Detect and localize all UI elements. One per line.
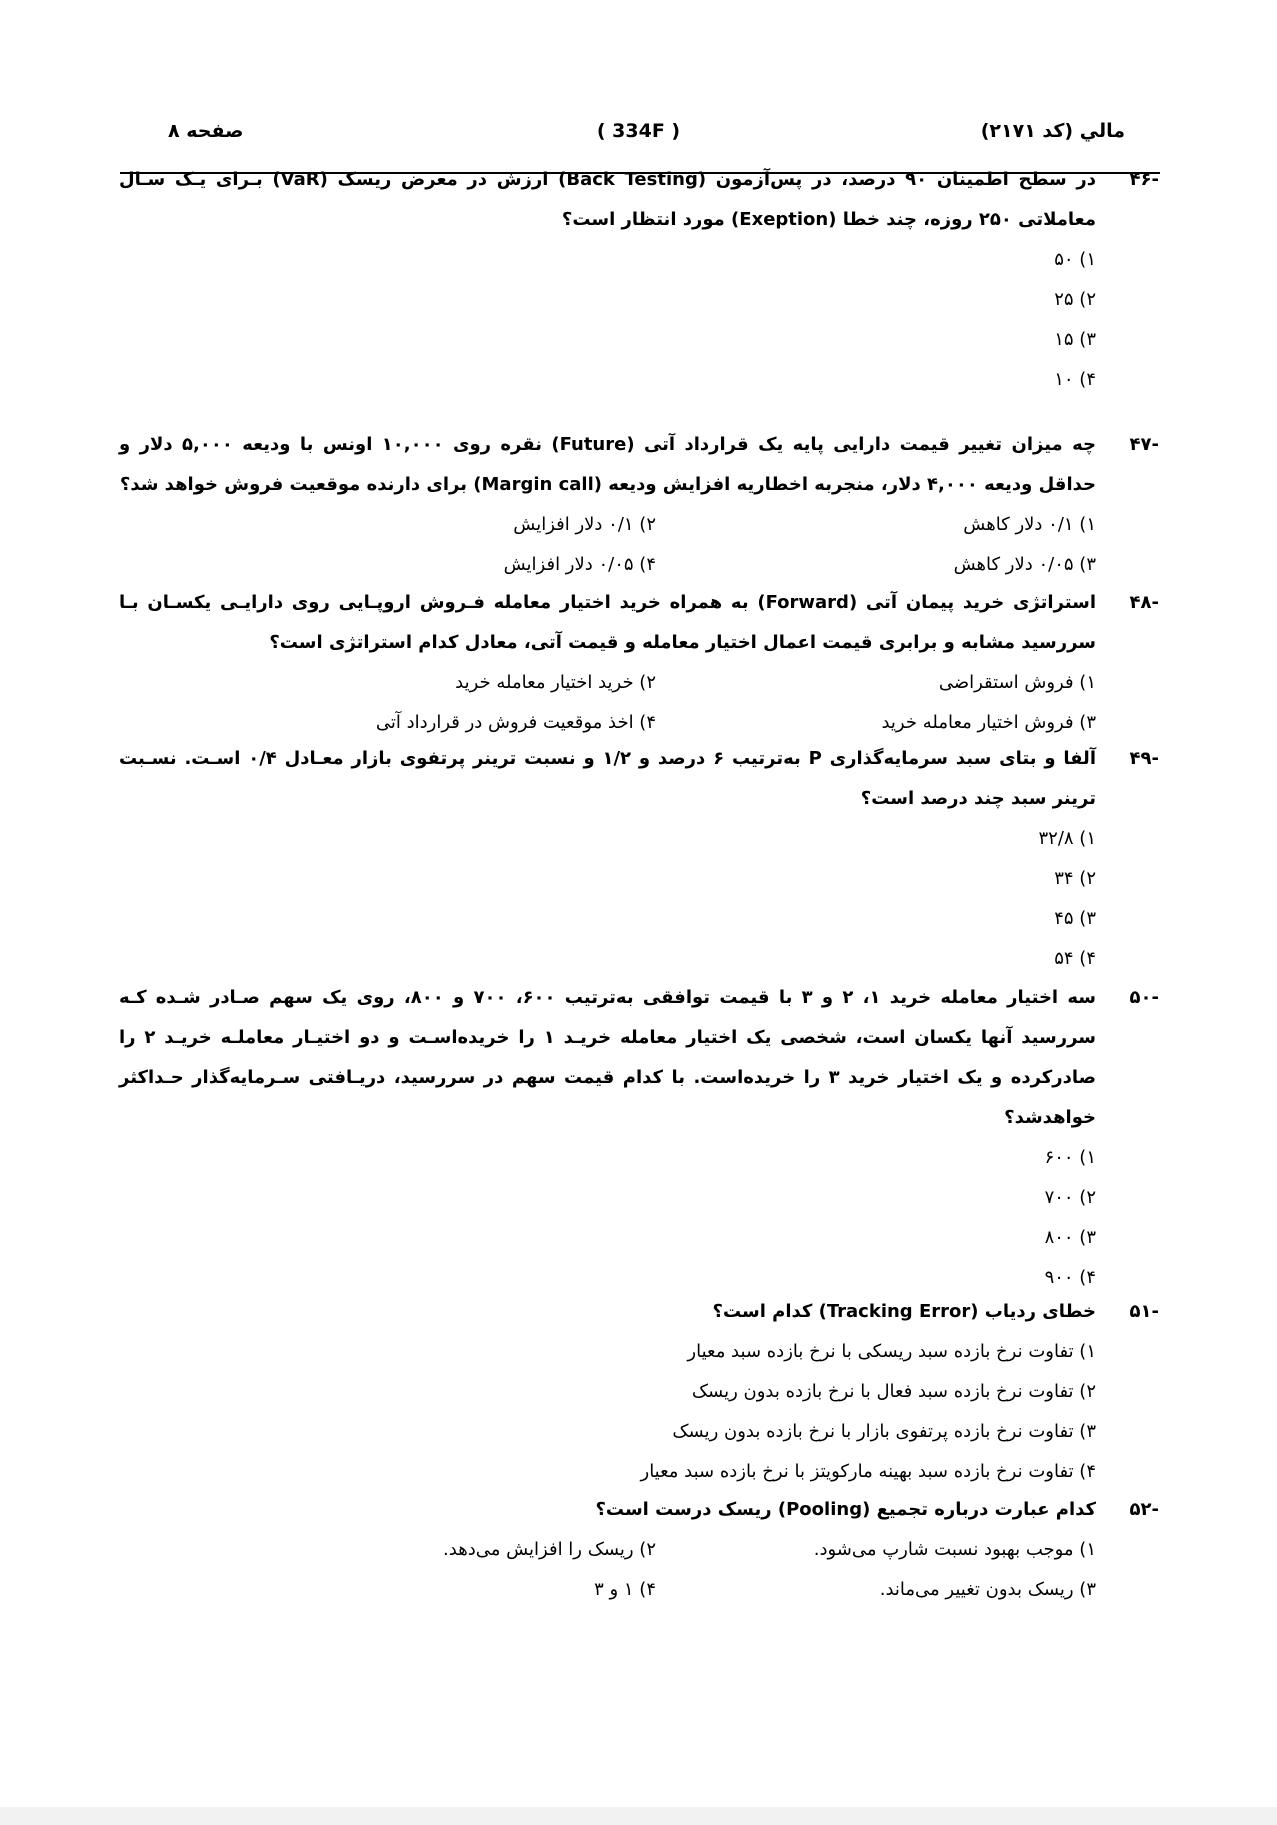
- header-booklet-code: ( 334F ): [596, 120, 681, 142]
- option-4[interactable]: ۴) ۱۰: [1054, 369, 1096, 390]
- option-3[interactable]: ۳) فروش اختیار معامله خرید: [881, 712, 1096, 733]
- question-number: -۵۱: [1129, 1301, 1159, 1322]
- question-number: -۴۸: [1129, 592, 1159, 613]
- options-list: [119, 240, 1096, 400]
- header-course: مالي (كد ۲۱۷۱): [980, 120, 1125, 142]
- option-3[interactable]: ۳) تفاوت نرخ بازده پرتفوی بازار با نرخ بازده بدون ریسک: [672, 1421, 1096, 1442]
- question-number: -۵۰: [1129, 987, 1159, 1008]
- option-4[interactable]: ۴) ۰/۰۵ دلار افزایش: [503, 554, 656, 575]
- question-number: -۴۶: [1129, 169, 1159, 190]
- option-3[interactable]: ۳) ۰/۰۵ دلار کاهش: [953, 554, 1096, 575]
- options-grid: [119, 505, 1096, 585]
- option-2[interactable]: ۲) ۰/۱ دلار افزایش: [513, 514, 656, 535]
- option-1[interactable]: ۱) ۵۰: [1054, 249, 1096, 270]
- question-stem: سه اختیار معامله خرید ۱، ۲ و ۳ با قیمت توافقی به‌ترتیب ۶۰۰، ۷۰۰ و ۸۰۰، روی یک سهم صـادر شـده کـه سررسید آنها یکسان است، شخصی یک اختیار معامله خریـد ۱ را خریده‌اسـت و دو اختیـار معاملـه خریـد ۲ را صادرکرده و یک اختیار خرید ۳ را خریده‌است. با کدام قیمت سهم در سررسید، دریـافتی سـرمایه‌گذار حـداکثر خواهدشد؟: [119, 987, 1096, 1128]
- question-stem: خطای ردیاب (Tracking Error) کدام است؟: [712, 1301, 1096, 1322]
- page-header: [120, 120, 1157, 160]
- option-1[interactable]: ۱) تفاوت نرخ بازده سبد ریسکی با نرخ بازده سبد معیار: [687, 1341, 1096, 1362]
- question-number: -۴۷: [1129, 434, 1159, 455]
- question-49: [119, 739, 1159, 979]
- option-3[interactable]: ۳) ۱۵: [1054, 329, 1096, 350]
- question-stem: چه میزان تغییر قیمت دارایی پایه یک قرارداد آتی (Future) نقره روی ۱۰,۰۰۰ اونس با ودیعه ۵,۰۰۰ دلار و حداقل ودیعه ۴,۰۰۰ دلار، منجربه اخطاریه افزایش ودیعه (Margin call) برای دارنده موقعیت فروش خواهد شد؟: [119, 434, 1096, 495]
- question-stem: آلفا و بتای سبد سرمایه‌گذاری P به‌ترتیب ۶ درصد و ۱/۲ و نسبت ترینر پرتفوی بازار معـادل ۰/۴ اسـت. نسـبت ترینر سبد چند درصد است؟: [119, 748, 1096, 809]
- question-50: [119, 978, 1159, 1298]
- bottom-scan-margin: [0, 1807, 1277, 1825]
- option-2[interactable]: ۲) ۲۵: [1054, 289, 1096, 310]
- option-4[interactable]: ۴) ۹۰۰: [1044, 1267, 1096, 1288]
- option-2[interactable]: ۲) تفاوت نرخ بازده سبد فعال با نرخ بازده بدون ریسک: [691, 1381, 1096, 1402]
- header-page-number: صفحه ۸: [168, 120, 244, 142]
- option-4[interactable]: ۴) ۵۴: [1054, 948, 1096, 969]
- options-list: [119, 1332, 1096, 1492]
- option-1[interactable]: ۱) موجب بهبود نسبت شارپ می‌شود.: [813, 1539, 1096, 1560]
- options-list: [119, 819, 1096, 979]
- option-2[interactable]: ۲) ۷۰۰: [1044, 1187, 1096, 1208]
- option-4[interactable]: ۴) اخذ موقعیت فروش در قرارداد آتی: [375, 712, 656, 733]
- options-grid: [119, 663, 1096, 743]
- options-grid: [119, 1530, 1096, 1610]
- question-46: [119, 160, 1159, 400]
- question-48: [119, 583, 1159, 743]
- option-3[interactable]: ۳) ۴۵: [1054, 908, 1096, 929]
- option-3[interactable]: ۳) ریسک بدون تغییر می‌ماند.: [879, 1579, 1096, 1600]
- question-52: [119, 1490, 1159, 1610]
- option-1[interactable]: ۱) ۶۰۰: [1044, 1147, 1096, 1168]
- option-4[interactable]: ۴) تفاوت نرخ بازده سبد بهینه مارکویتز با نرخ بازده سبد معیار: [640, 1461, 1096, 1482]
- option-4[interactable]: ۴) ۱ و ۳: [594, 1579, 656, 1600]
- option-1[interactable]: ۱) ۳۲/۸: [1038, 828, 1096, 849]
- option-2[interactable]: ۲) خرید اختیار معامله خرید: [455, 672, 656, 693]
- option-2[interactable]: ۲) ۳۴: [1054, 868, 1096, 889]
- question-stem: کدام عبارت درباره تجمیع (Pooling) ریسک درست است؟: [595, 1499, 1096, 1520]
- question-stem: استراتژی خرید پیمان آتی (Forward) به همراه خرید اختیار معامله فـروش اروپـایی روی دارایـی یکسـان بـا سررسید مشابه و برابری قیمت اعمال اختیار معامله و قیمت آتی، معادل کدام استراتژی است؟: [119, 592, 1096, 653]
- option-1[interactable]: ۱) فروش استقراضی: [938, 672, 1096, 693]
- question-stem: در سطح اطمینان ۹۰ درصد، در پس‌آزمون (Back Testing) ارزش در معرض ریسک (VaR) بـرای یـک سـال معاملاتی ۲۵۰ روزه، چند خطا (Exeption) مورد انتظار است؟: [119, 169, 1097, 230]
- options-list: [119, 1138, 1096, 1298]
- option-2[interactable]: ۲) ریسک را افزایش می‌دهد.: [443, 1539, 656, 1560]
- question-47: [119, 425, 1159, 585]
- option-3[interactable]: ۳) ۸۰۰: [1044, 1227, 1096, 1248]
- option-1[interactable]: ۱) ۰/۱ دلار کاهش: [963, 514, 1096, 535]
- question-number: -۵۲: [1129, 1499, 1159, 1520]
- question-number: -۴۹: [1129, 748, 1159, 769]
- question-51: [119, 1292, 1159, 1492]
